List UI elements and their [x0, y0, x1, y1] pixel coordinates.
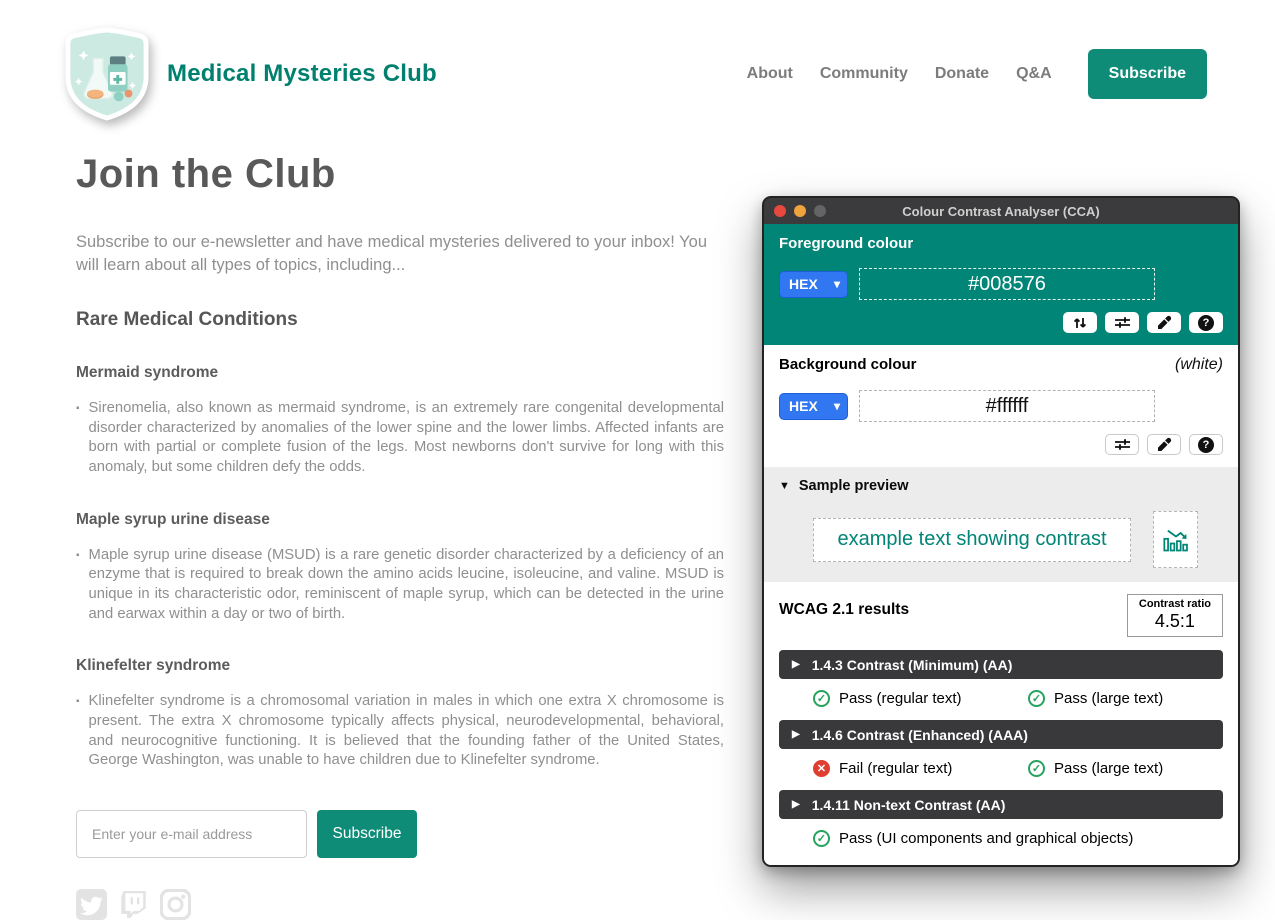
- result-bar-143[interactable]: [779, 650, 1223, 679]
- check-label: Pass (large text): [1054, 760, 1164, 777]
- list-item: [76, 546, 724, 625]
- main-nav: [747, 49, 1207, 99]
- results-header: [779, 594, 1223, 637]
- check-row: [813, 830, 1223, 847]
- background-hex-input[interactable]: [859, 390, 1155, 422]
- main-content: [76, 152, 724, 920]
- check-result: [813, 830, 1133, 847]
- bullet-icon: ▪: [76, 549, 80, 561]
- cca-body: [762, 224, 1240, 867]
- sample-preview-label: Sample preview: [798, 478, 909, 494]
- pass-icon: ✓: [1028, 690, 1045, 707]
- foreground-help-button[interactable]: [1189, 312, 1223, 333]
- pass-icon: ✓: [813, 830, 830, 847]
- pass-icon: ✓: [813, 690, 830, 707]
- sample-preview-row: [813, 511, 1223, 568]
- list-item: [76, 399, 724, 478]
- chart-preview-button[interactable]: [1153, 511, 1198, 568]
- twitter-icon[interactable]: [76, 889, 107, 920]
- background-sliders-button[interactable]: [1105, 434, 1139, 455]
- nav-link-qa[interactable]: Q&A: [1016, 65, 1052, 82]
- background-colour-row: [779, 390, 1223, 422]
- background-colour-label-text: Background colour: [779, 356, 917, 373]
- background-eyedropper-button[interactable]: [1147, 434, 1181, 455]
- foreground-format-select[interactable]: [779, 271, 848, 298]
- foreground-format-value: HEX: [789, 276, 818, 292]
- check-row: [813, 760, 1223, 777]
- check-label: Fail (regular text): [839, 760, 953, 777]
- email-input[interactable]: [76, 810, 307, 858]
- collapse-triangle-icon: ▼: [779, 480, 790, 492]
- check-label: Pass (regular text): [839, 690, 962, 707]
- section-title: Rare Medical Conditions: [76, 308, 298, 330]
- background-format-select[interactable]: [779, 393, 848, 420]
- expand-triangle-icon: ▶: [792, 799, 800, 810]
- bullet-icon: ▪: [76, 402, 80, 414]
- check-label: Pass (large text): [1054, 690, 1164, 707]
- cca-titlebar[interactable]: [762, 196, 1240, 224]
- nav-link-donate[interactable]: Donate: [934, 65, 990, 82]
- sliders-icon: [1114, 437, 1131, 452]
- chart-icon: [1162, 526, 1190, 554]
- fail-icon: ✕: [813, 760, 830, 777]
- contrast-ratio-label: Contrast ratio: [1138, 598, 1211, 610]
- background-colour-section: [764, 345, 1238, 467]
- maximize-button[interactable]: [814, 205, 826, 217]
- result-bar-heading: 1.4.11 Non-text Contrast (AA): [811, 796, 1006, 813]
- check-result: [813, 690, 1028, 707]
- background-format-value: HEX: [789, 398, 818, 414]
- site-header: [63, 27, 1207, 121]
- sliders-icon: [1114, 315, 1131, 330]
- instagram-icon[interactable]: [160, 889, 191, 920]
- minimize-button[interactable]: [794, 205, 806, 217]
- foreground-hex-input[interactable]: [859, 268, 1155, 300]
- newsletter-form: [76, 810, 724, 858]
- wcag-results-section: [764, 582, 1238, 865]
- brand-title: Medical Mysteries Club: [167, 60, 437, 87]
- subscribe-nav-button[interactable]: Subscribe: [1088, 49, 1207, 99]
- background-colour-name: (white): [1174, 356, 1223, 373]
- condition-title-mermaid: Mermaid syndrome: [76, 363, 219, 381]
- window-controls: [774, 198, 826, 224]
- subscribe-form-button[interactable]: Subscribe: [317, 810, 417, 858]
- page-title: Join the Club: [76, 152, 336, 196]
- sample-text-box: example text showing contrast: [813, 518, 1131, 562]
- help-icon: ?: [1198, 437, 1214, 453]
- twitch-icon[interactable]: [118, 889, 149, 920]
- window-title: Colour Contrast Analyser (CCA): [902, 203, 1100, 219]
- contrast-ratio-value: 4.5:1: [1154, 611, 1195, 631]
- nav-link-about[interactable]: About: [746, 65, 793, 82]
- foreground-eyedropper-button[interactable]: [1147, 312, 1181, 333]
- bullet-icon: ▪: [76, 696, 80, 708]
- results-title: WCAG 2.1 results: [779, 601, 910, 618]
- cca-window: [762, 196, 1240, 867]
- result-bar-heading: 1.4.6 Contrast (Enhanced) (AAA): [811, 726, 1028, 743]
- social-links: [76, 889, 724, 920]
- pass-icon: ✓: [1028, 760, 1045, 777]
- intro-paragraph: Subscribe to our e-newsletter and have medical mysteries delivered to your inbox! You will learn about all types of topics, including...: [76, 233, 708, 275]
- check-result: [1028, 690, 1163, 707]
- condition-description: Maple syrup urine disease (MSUD) is a rare genetic disorder characterized by a deficiency of an enzyme that is required to break down the amino acids leucine, isoleucine, and valine. MSUD is unique in its characteristic odor, reminiscent of maple syrup, which can be detected in the urine and earwax within a day or two of birth.: [88, 546, 724, 622]
- foreground-tools: [779, 312, 1223, 333]
- chevron-down-icon: ▾: [833, 277, 840, 291]
- help-icon: ?: [1198, 315, 1214, 331]
- result-bar-1411[interactable]: [779, 790, 1223, 819]
- list-item: [76, 692, 724, 771]
- expand-triangle-icon: ▶: [792, 659, 800, 670]
- swap-arrows-icon: [1072, 315, 1088, 331]
- check-row: [813, 690, 1223, 707]
- swap-colours-button[interactable]: [1063, 312, 1097, 333]
- background-colour-label: [779, 356, 1223, 374]
- nav-link-community[interactable]: Community: [819, 65, 908, 82]
- foreground-colour-label: Foreground colour: [779, 235, 914, 252]
- condition-title-msud: Maple syrup urine disease: [76, 510, 270, 528]
- check-result: [813, 760, 1028, 777]
- check-label: Pass (UI components and graphical objects): [839, 830, 1134, 847]
- eyedropper-icon: [1157, 315, 1172, 330]
- foreground-colour-section: [764, 224, 1238, 345]
- eyedropper-icon: [1157, 437, 1172, 452]
- contrast-ratio-box: [1127, 594, 1223, 637]
- condition-description: Klinefelter syndrome is a chromosomal variation in males in which one extra X chromosome is present. The extra X chromosome typically affects physical, neurodevelopmental, behavioral, and neurocognitive functioning. It is believed that the founding father of the United States, George Washington, was unable to have children due to Klinefelter syndrome.: [88, 693, 724, 769]
- result-bar-146[interactable]: [779, 720, 1223, 749]
- background-help-button[interactable]: [1189, 434, 1223, 455]
- chevron-down-icon: ▾: [833, 399, 840, 413]
- result-bar-heading: 1.4.3 Contrast (Minimum) (AA): [811, 656, 1013, 673]
- background-tools: [779, 434, 1223, 455]
- foreground-sliders-button[interactable]: [1105, 312, 1139, 333]
- condition-description: Sirenomelia, also known as mermaid syndrome, is an extremely rare congenital developmental disorder characterized by anomalies of the lower spine and the lower limbs. Affected infants are born with partial or complete fusion of the legs. Most newborns don't survive for long with this anomaly, but some children defy the odds.: [88, 399, 724, 475]
- condition-title-klinefelter: Klinefelter syndrome: [76, 657, 231, 675]
- close-button[interactable]: [774, 205, 786, 217]
- club-logo-shield-icon: [63, 27, 151, 121]
- foreground-colour-row: [779, 268, 1223, 300]
- expand-triangle-icon: ▶: [792, 729, 800, 740]
- check-result: [1028, 760, 1163, 777]
- sample-preview-toggle[interactable]: [779, 478, 1223, 494]
- sample-preview-section: [764, 467, 1238, 582]
